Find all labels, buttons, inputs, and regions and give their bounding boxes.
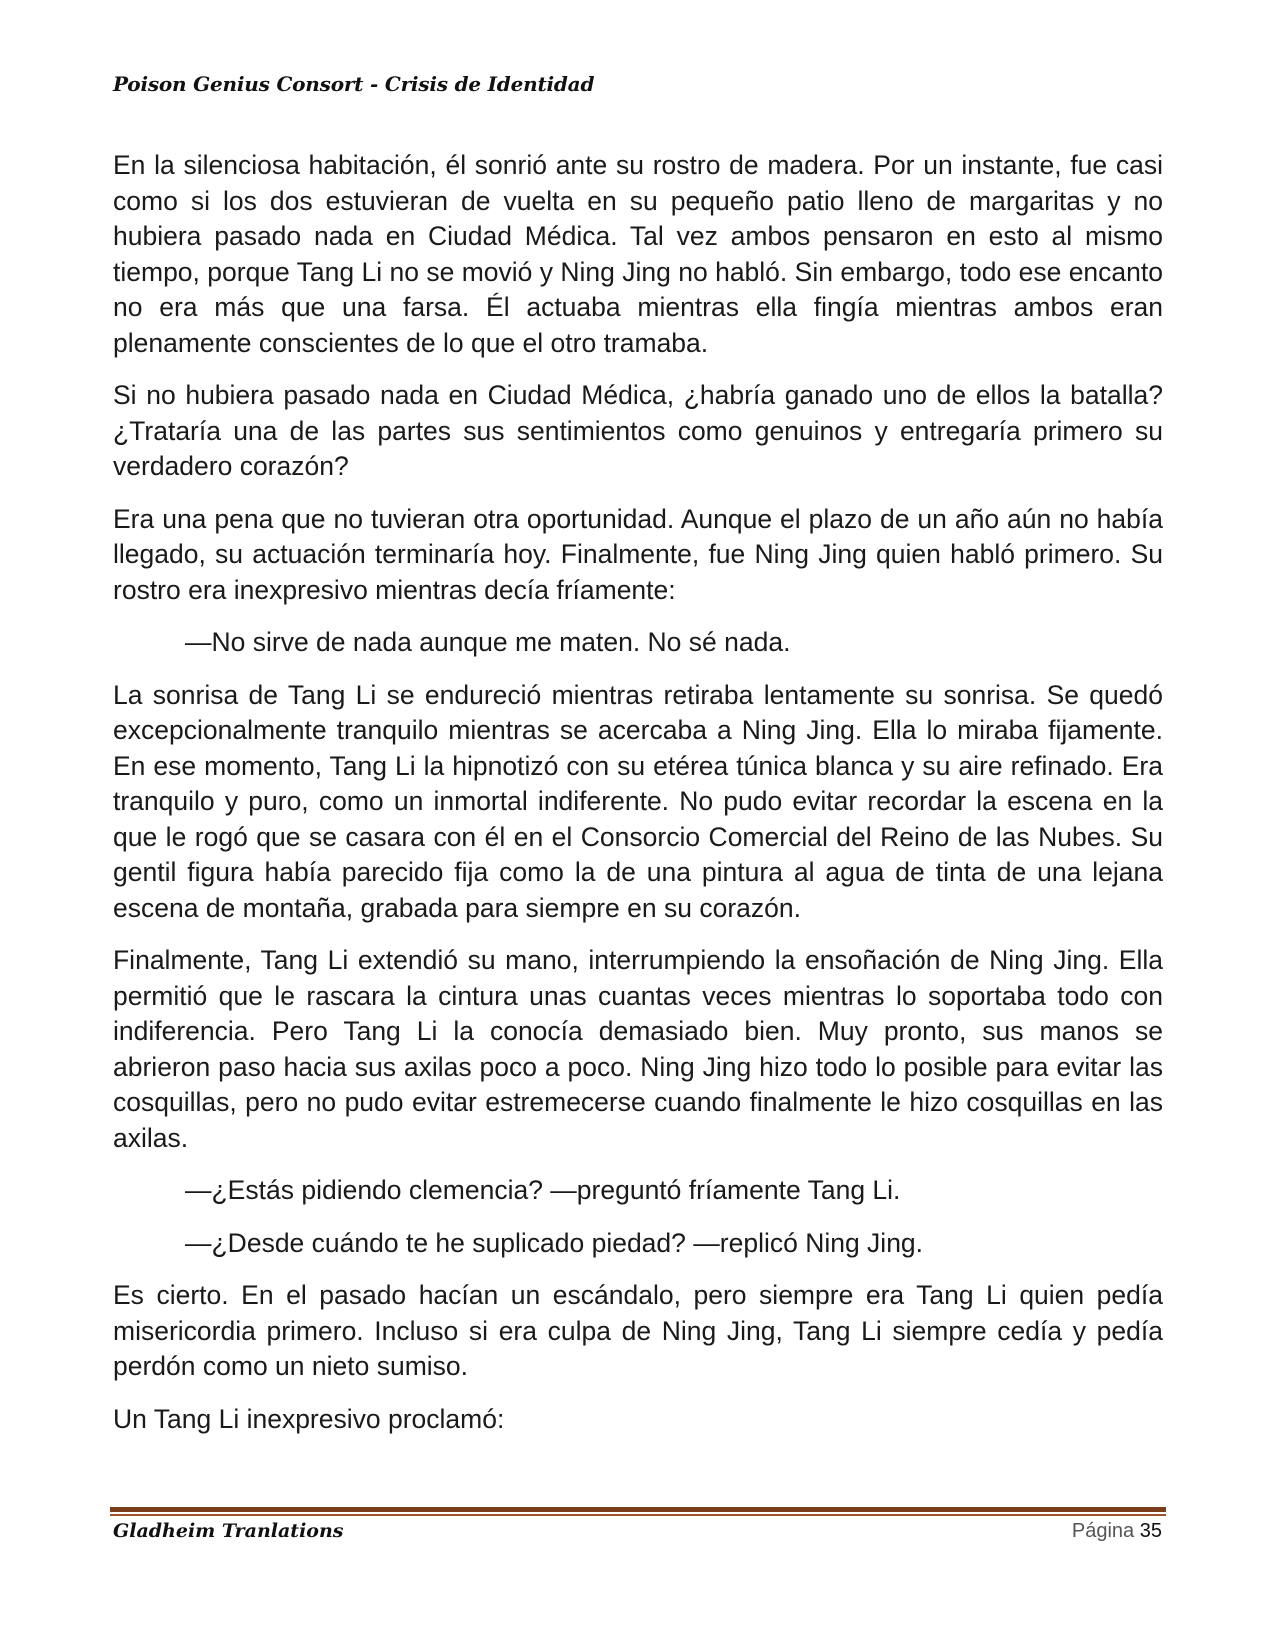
- paragraph: Es cierto. En el pasado hacían un escándalo, pero siempre era Tang Li quien pedía misericordia primero. Incluso si era culpa de Ning Jing, Tang Li siempre cedía y pedía perdón como un nieto sumiso.: [113, 1280, 1163, 1381]
- paragraph: Era una pena que no tuvieran otra oportunidad. Aunque el plazo de un año aún no había llegado, su actuación terminaría hoy. Finalmente, fue Ning Jing quien habló primero. Su rostro era inexpresivo mientras decía fríamente:: [113, 503, 1163, 605]
- dialogue-line: —¿Desde cuándo te he suplicado piedad? —replicó Ning Jing.: [185, 1227, 924, 1258]
- running-header: Poison Genius Consort - Crisis de Identidad: [113, 72, 595, 96]
- page-number: 35: [1139, 1520, 1162, 1542]
- body-text: [113, 148, 1163, 1454]
- paragraph: En la silenciosa habitación, él sonrió ante su rostro de madera. Por un instante, fue casi como si los dos estuvieran de vuelta en su pequeño patio lleno de margaritas y no hubiera pasado nada en Ciudad Médica. Tal vez ambos pensaron en esto al mismo tiempo, porque Tang Li no se movió y Ning Jing no habló. Sin embargo, todo ese encanto no era más que una farsa. Él actuaba mientras ella fingía mientras ambos eran plenamente conscientes de lo que el otro tramaba.: [113, 150, 1163, 358]
- paragraph: Finalmente, Tang Li extendió su mano, interrumpiendo la ensoñación de Ning Jing. Ella permitió que le rascara la cintura unas cuantas veces mientras lo soportaba todo con indiferencia. Pero Tang Li la conocía demasiado bien. Muy pronto, sus manos se abrieron paso hacia sus axilas poco a poco. Ning Jing hizo todo lo posible para evitar las cosquillas, pero no pudo evitar estremecerse cuando finalmente le hizo cosquillas en las axilas.: [113, 945, 1163, 1153]
- footer-credit: Gladheim Tranlations: [113, 1520, 344, 1542]
- footer-divider-thin: [110, 1514, 1166, 1516]
- dialogue-line: —No sirve de nada aunque me maten. No sé nada.: [185, 627, 791, 657]
- footer-divider: [110, 1507, 1166, 1516]
- page-label: Página: [1071, 1520, 1135, 1542]
- page-indicator: [1072, 1520, 1162, 1543]
- paragraph: Si no hubiera pasado nada en Ciudad Médica, ¿habría ganado uno de ellos la batalla? ¿Trataría una de las partes sus sentimientos como genuinos y entregaría primero su verdadero corazón?: [113, 380, 1163, 481]
- paragraph: La sonrisa de Tang Li se endureció mientras retiraba lentamente su sonrisa. Se quedó excepcionalmente tranquilo mientras se acercaba a Ning Jing. Ella lo miraba fijamente. En ese momento, Tang Li la hipnotizó con su etérea túnica blanca y su aire refinado. Era tranquilo y puro, como un inmortal indiferente. No pudo evitar recordar la escena en la que le rogó que se casara con él en el Consorcio Comercial del Reino de las Nubes. Su gentil figura había parecido fija como la de una pintura al agua de tinta de una lejana escena de montaña, grabada para siempre en su corazón.: [113, 679, 1163, 923]
- dialogue-line: —¿Estás pidiendo clemencia? —preguntó fríamente Tang Li.: [185, 1175, 901, 1205]
- footer-divider-thick: [110, 1507, 1166, 1512]
- paragraph: Un Tang Li inexpresivo proclamó:: [113, 1403, 505, 1434]
